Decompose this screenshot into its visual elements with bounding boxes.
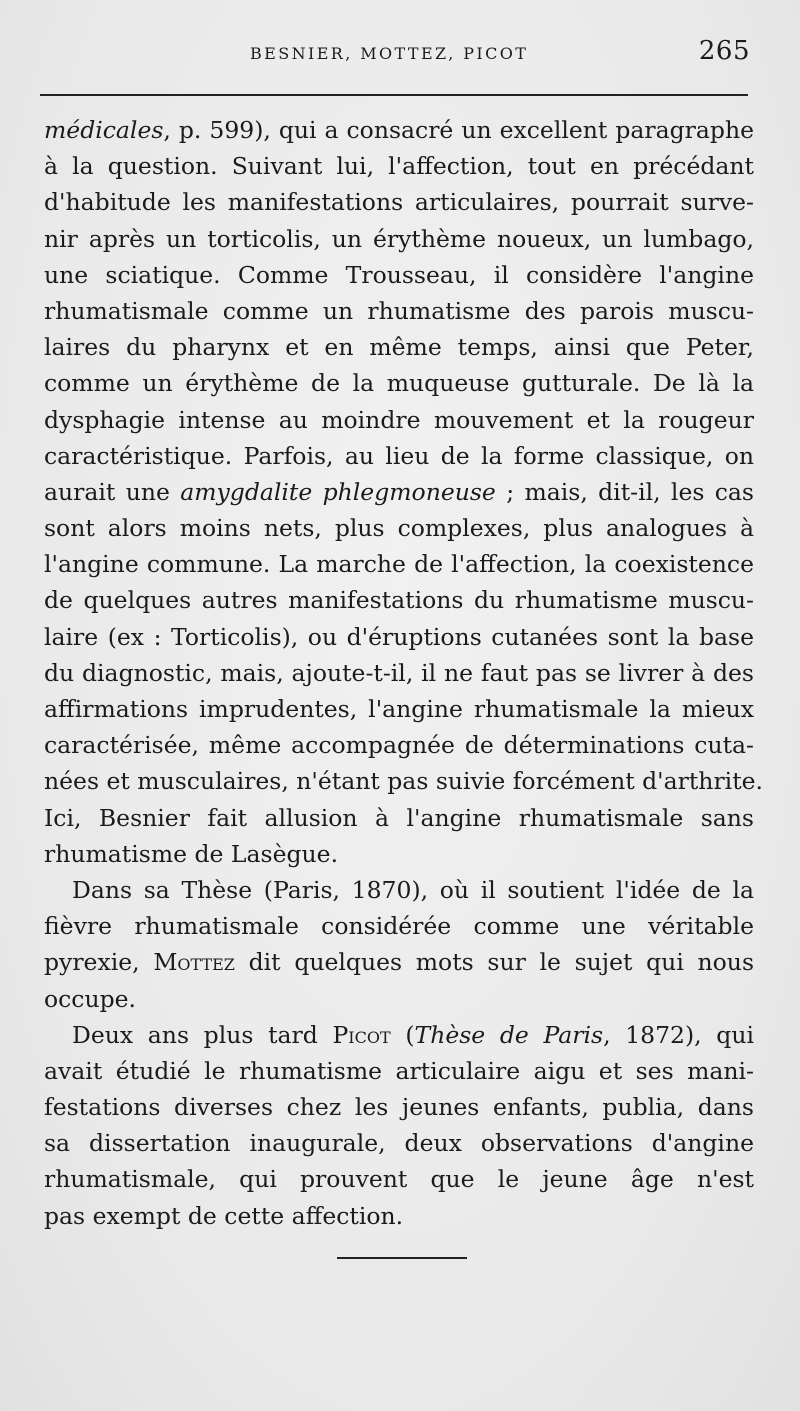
text-line: de quelques autres manifestations du rhumatisme muscu- [44,586,754,615]
text-run: aurait une [44,477,181,506]
text-run: ; mais, dit-il, les cas [495,477,754,506]
text-line [44,112,754,148]
page-header [40,30,758,76]
text-run: pyrexie, [44,948,154,977]
text-line: caractérisée, même accompagnée de déterminations cuta- [44,731,754,760]
text-line: occupe. [44,984,137,1013]
text-line [44,944,754,980]
text-line: dysphagie intense au moindre mouvement et la rougeur [44,405,754,434]
text-line: rhumatisme de Lasègue. [44,839,339,868]
text-line: nir après un torticolis, un érythème noueux, un lumbago, [44,224,754,253]
text-run: dit quelques mots sur le sujet qui nous [234,948,755,977]
text-line: rhumatismale, qui prouvent que le jeune âge n'est [44,1165,754,1194]
text-line: laires du pharynx et en même temps, ainsi que Peter, [44,333,754,362]
section-end-rule [337,1257,467,1259]
text-line: rhumatismale comme un rhumatisme des parois muscu- [44,296,754,325]
text-line: du diagnostic, mais, ajoute-t-il, il ne faut pas se livrer à des [44,658,754,687]
text-line: laire (ex : Torticolis), ou d'éruptions cutanées sont la base [44,622,754,651]
text-run: , 1872), qui [603,1020,754,1049]
page-number: 265 [698,36,750,66]
text-line [44,474,754,510]
text-run: Deux ans plus tard [72,1020,333,1049]
text-line: fièvre rhumatismale considérée comme une véritable [44,912,754,941]
text-line [44,1017,754,1053]
text-line: pas exempt de cette affection. [44,1201,404,1230]
italic-citation: Thèse de Paris [414,1020,604,1049]
text-line: une sciatique. Comme Trousseau, il considère l'angine [44,260,754,289]
text-line: affirmations imprudentes, l'angine rhumatismale la mieux [44,695,754,723]
header-rule [40,94,748,96]
author-name: Picot [332,1020,391,1049]
text-line: sont alors moins nets, plus complexes, plus analogues à [44,514,754,543]
text-line: avait étudié le rhumatisme articulaire aigu et ses mani- [44,1056,754,1085]
text-run: ( [390,1020,415,1049]
text-line: sa dissertation inaugurale, deux observations d'angine [44,1129,754,1158]
text-run: , p. 599), qui a consacré un excellent paragraphe [163,116,754,144]
body-text [44,112,764,1234]
text-line: festations diverses chez les jeunes enfants, publia, dans [44,1093,754,1122]
author-name: Mottez [153,948,235,977]
italic-term: amygdalite phlegmoneuse [180,477,496,506]
text-line: caractéristique. Parfois, au lieu de la forme classique, on [44,441,754,470]
text-line: à la question. Suivant lui, l'affection, tout en précédant [44,152,754,181]
text-line: d'habitude les manifestations articulaires, pourrait surve- [44,188,754,217]
text-line: nées et musculaires, n'étant pas suivie forcément d'arthrite. [44,767,764,796]
text-line: Ici, Besnier fait allusion à l'angine rhumatismale sans [44,803,754,832]
text-line: comme un érythème de la muqueuse gutturale. De là la [44,369,754,398]
text-line: l'angine commune. La marche de l'affection, la coexistence [44,550,754,579]
italic-citation: médicales [44,116,164,144]
text-line: Dans sa Thèse (Paris, 1870), où il soutient l'idée de la [72,875,754,904]
running-title: BESNIER, MOTTEZ, PICOT [250,44,529,63]
